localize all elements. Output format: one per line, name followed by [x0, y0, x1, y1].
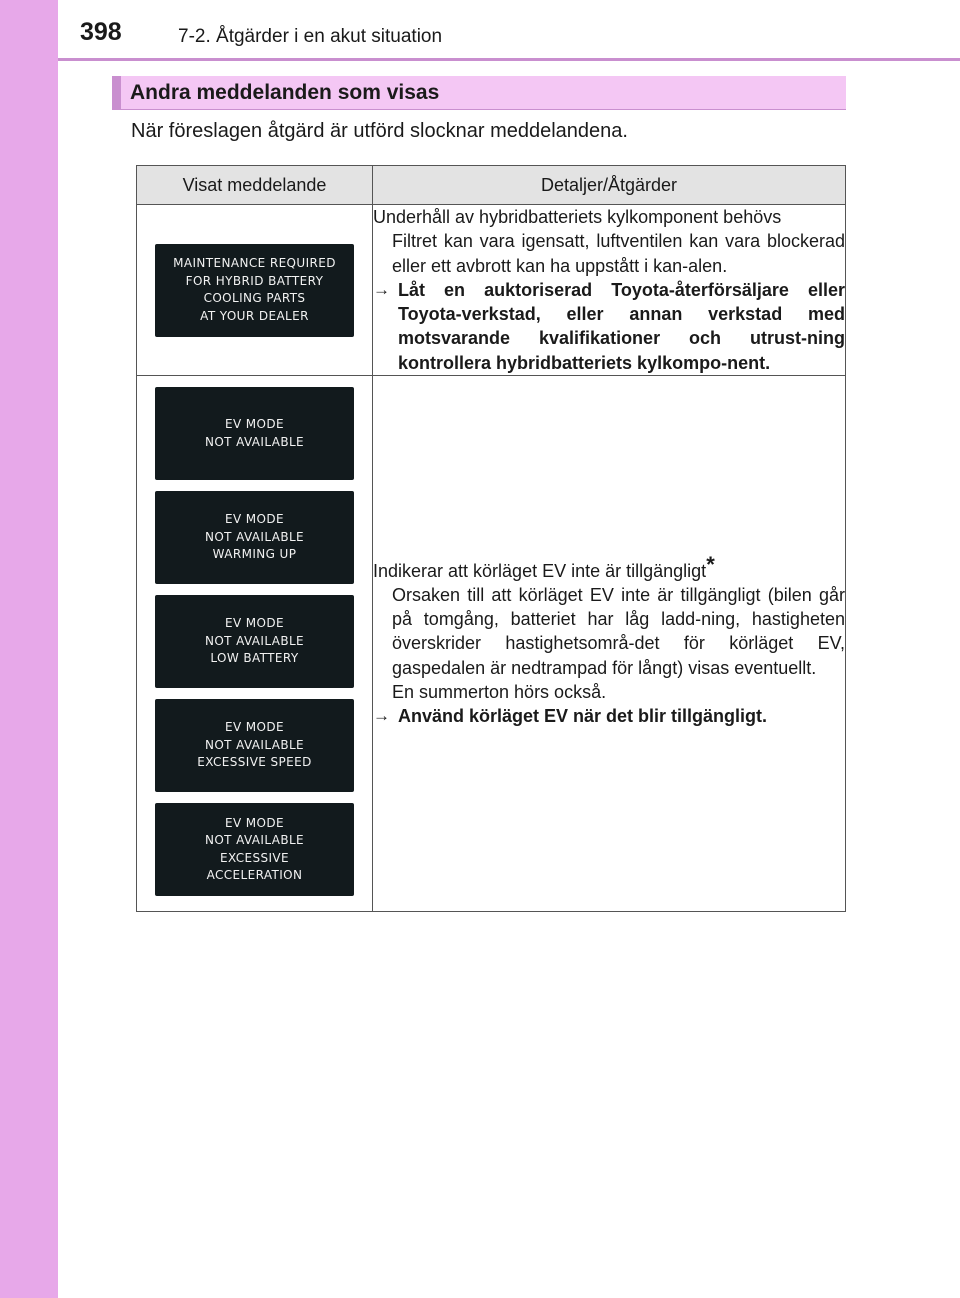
ev-mode-low-battery-display: [155, 595, 354, 688]
message-title: [373, 551, 845, 583]
ev-mode-display-stack: [137, 376, 372, 911]
hybrid-battery-maintenance-display: [155, 244, 354, 337]
display-line: NOT AVAILABLE: [204, 633, 305, 648]
display-line: LOW BATTERY: [210, 651, 299, 666]
table-header-row: [137, 166, 846, 205]
display-line: FOR HYBRID BATTERY: [185, 273, 324, 288]
action-instruction: [373, 278, 845, 375]
messages-table: [136, 165, 846, 912]
display-line: NOT AVAILABLE: [204, 737, 305, 752]
display-line: EXCESSIVE SPEED: [197, 755, 312, 770]
message-display-cell: [137, 376, 373, 912]
display-line: NOT AVAILABLE: [204, 833, 305, 848]
display-line: EV MODE: [224, 815, 285, 830]
section-heading-text: Andra meddelanden som visas: [130, 81, 440, 104]
ev-mode-warming-up-display: [155, 491, 354, 584]
arrow-icon: →: [373, 279, 390, 299]
footnote-marker: *: [706, 551, 715, 577]
buzzer-note: En summerton hörs också.: [392, 682, 607, 703]
ev-mode-excessive-speed-display: [155, 699, 354, 792]
message-title-text: Indikerar att körläget EV inte är tillgängligt: [373, 560, 707, 581]
table-row: [137, 205, 846, 376]
display-line: MAINTENANCE REQUIRED: [173, 256, 336, 271]
intro-text: När föreslagen åtgärd är utförd slocknar meddelandena.: [131, 120, 628, 142]
details-cell: [373, 205, 846, 376]
column-header-details: Detaljer/Åtgärder: [373, 166, 846, 205]
message-detail: Orsaken till att körläget EV inte är tillgängligt (bilen går på tomgång, batteriet har låg ladd-ning, hastigheten överskrider hastighetsområ-det för körläget EV, gaspedalen är nedtrampad för långt) visas eventuellt.: [392, 584, 845, 678]
message-title: Underhåll av hybridbatteriets kylkomponent behövs: [373, 207, 782, 227]
section-heading: [112, 76, 846, 110]
column-header-message: Visat meddelande: [137, 166, 373, 205]
details-cell: [373, 376, 846, 912]
display-line: EV MODE: [224, 512, 285, 527]
message-display-cell: [137, 205, 373, 376]
action-text: Använd körläget EV när det blir tillgängligt.: [398, 706, 768, 727]
display-line: EXCESSIVE: [219, 850, 290, 865]
chapter-title: 7-2. Åtgärder i en akut situation: [178, 26, 443, 47]
ev-mode-excessive-acceleration-display: [155, 803, 354, 896]
action-instruction: [373, 704, 845, 728]
action-text: Låt en auktoriserad Toyota-återförsäljare eller Toyota-verkstad, eller annan verkstad med motsvarande kvalifikationer och utrust-ning kontrollera hybridbatteriets kylkompo-nent.: [398, 279, 845, 373]
display-line: EV MODE: [224, 720, 285, 735]
display-line: NOT AVAILABLE: [204, 529, 305, 544]
display-line: WARMING UP: [212, 547, 297, 562]
display-line: ACCELERATION: [206, 868, 303, 883]
page-number: 398: [80, 18, 122, 46]
display-line: EV MODE: [224, 616, 285, 631]
message-detail: Filtret kan vara igensatt, luftventilen kan vara blockerad eller ett avbrott kan ha uppstått i kan-alen.: [392, 231, 845, 276]
arrow-icon: →: [373, 706, 390, 726]
page-side-band: [0, 0, 58, 1298]
ev-mode-not-available-display: [155, 387, 354, 480]
display-line: EV MODE: [224, 417, 285, 432]
display-line: NOT AVAILABLE: [204, 434, 305, 449]
display-line: AT YOUR DEALER: [200, 308, 309, 323]
display-line: COOLING PARTS: [203, 291, 306, 306]
table-row: [137, 376, 846, 912]
header-rule: [58, 58, 960, 61]
